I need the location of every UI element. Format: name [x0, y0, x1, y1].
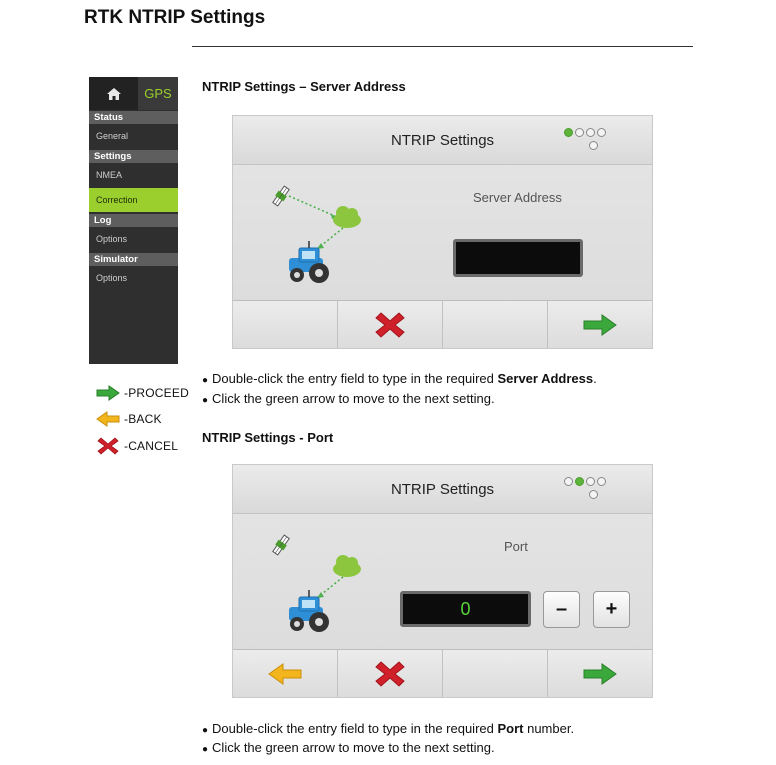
server-address-input[interactable]	[453, 239, 583, 277]
back-arrow-icon	[96, 411, 120, 427]
page-dot	[597, 128, 606, 137]
bullet-server-address-2: ● Click the green arrow to move to the next setting.	[202, 391, 495, 406]
screen-title: NTRIP Settings	[390, 481, 495, 498]
gps-sidebar	[89, 77, 178, 364]
document-title: RTK NTRIP Settings	[84, 7, 266, 28]
cloud-icon	[333, 555, 361, 577]
port-decrement-button[interactable]: –	[543, 591, 580, 628]
legend-cancel-label: -CANCEL	[124, 439, 179, 453]
proceed-arrow-icon	[583, 314, 617, 336]
section-heading-port: NTRIP Settings - Port	[202, 430, 334, 445]
back-button[interactable]	[233, 650, 338, 697]
satellite-icon	[271, 185, 291, 207]
cloud-icon	[333, 206, 361, 228]
back-button-empty	[233, 301, 338, 348]
correction-illustration	[267, 523, 387, 641]
sidebar-heading-status: Status	[89, 111, 178, 124]
page-dot	[586, 128, 595, 137]
page-dot	[564, 477, 573, 486]
legend-cancel	[96, 437, 178, 455]
ntrip-port-screen	[232, 464, 653, 698]
section-heading-server-address: NTRIP Settings – Server Address	[202, 79, 406, 94]
cancel-button[interactable]	[338, 301, 443, 348]
screen-button-bar	[233, 649, 652, 697]
sidebar-item-simulator-options[interactable]: Options	[96, 273, 128, 283]
port-increment-button[interactable]: +	[593, 591, 630, 628]
empty-button-slot	[443, 650, 548, 697]
bullet-server-address-1: ● Double-click the entry field to type in the required Server Address.	[202, 371, 597, 386]
sidebar-item-general[interactable]: General	[96, 131, 129, 141]
page-dot	[589, 490, 598, 499]
cancel-x-icon	[375, 312, 405, 338]
page-dot	[575, 477, 584, 486]
sidebar-item-nmea[interactable]: NMEA	[96, 170, 123, 180]
sidebar-item-log-options[interactable]: Options	[96, 234, 128, 244]
page-indicator	[564, 128, 606, 137]
screen-title: NTRIP Settings	[390, 132, 495, 149]
proceed-arrow-icon	[583, 663, 617, 685]
sidebar-heading-settings: Settings	[89, 150, 178, 163]
cancel-button[interactable]	[338, 650, 443, 697]
legend-back-label: -BACK	[124, 412, 162, 426]
port-label: Port	[504, 539, 528, 554]
cancel-x-icon	[375, 661, 405, 687]
legend-proceed	[96, 385, 189, 401]
sidebar-heading-simulator: Simulator	[89, 253, 178, 266]
empty-button-slot	[443, 301, 548, 348]
port-input[interactable]: 0	[400, 591, 531, 627]
legend-back	[96, 411, 162, 427]
server-address-label: Server Address	[473, 190, 562, 205]
title-divider	[192, 46, 693, 47]
page-dot	[589, 141, 598, 150]
sidebar-heading-log: Log	[89, 214, 178, 227]
home-icon	[107, 88, 121, 100]
cancel-x-icon	[96, 437, 120, 455]
screen-header	[233, 465, 652, 514]
legend-proceed-label: -PROCEED	[124, 386, 189, 400]
correction-illustration	[267, 174, 387, 292]
proceed-button[interactable]	[548, 301, 652, 348]
screen-header	[233, 116, 652, 165]
proceed-arrow-icon	[96, 385, 120, 401]
page-dot	[597, 477, 606, 486]
gps-tab[interactable]: GPS	[138, 77, 178, 110]
back-arrow-icon	[268, 663, 302, 685]
page-dot	[564, 128, 573, 137]
sidebar-tabs	[89, 77, 178, 110]
sidebar-item-correction[interactable]: Correction	[89, 188, 178, 212]
home-tab[interactable]	[89, 77, 138, 110]
bullet-port-1: ● Double-click the entry field to type in the required Port number.	[202, 721, 575, 736]
page-dot	[575, 128, 584, 137]
bullet-port-2: ● Click the green arrow to move to the next setting.	[202, 740, 495, 755]
page-indicator	[564, 477, 606, 486]
ntrip-server-address-screen	[232, 115, 653, 349]
satellite-icon	[271, 534, 291, 556]
page-dot	[586, 477, 595, 486]
proceed-button[interactable]	[548, 650, 652, 697]
screen-button-bar	[233, 300, 652, 348]
